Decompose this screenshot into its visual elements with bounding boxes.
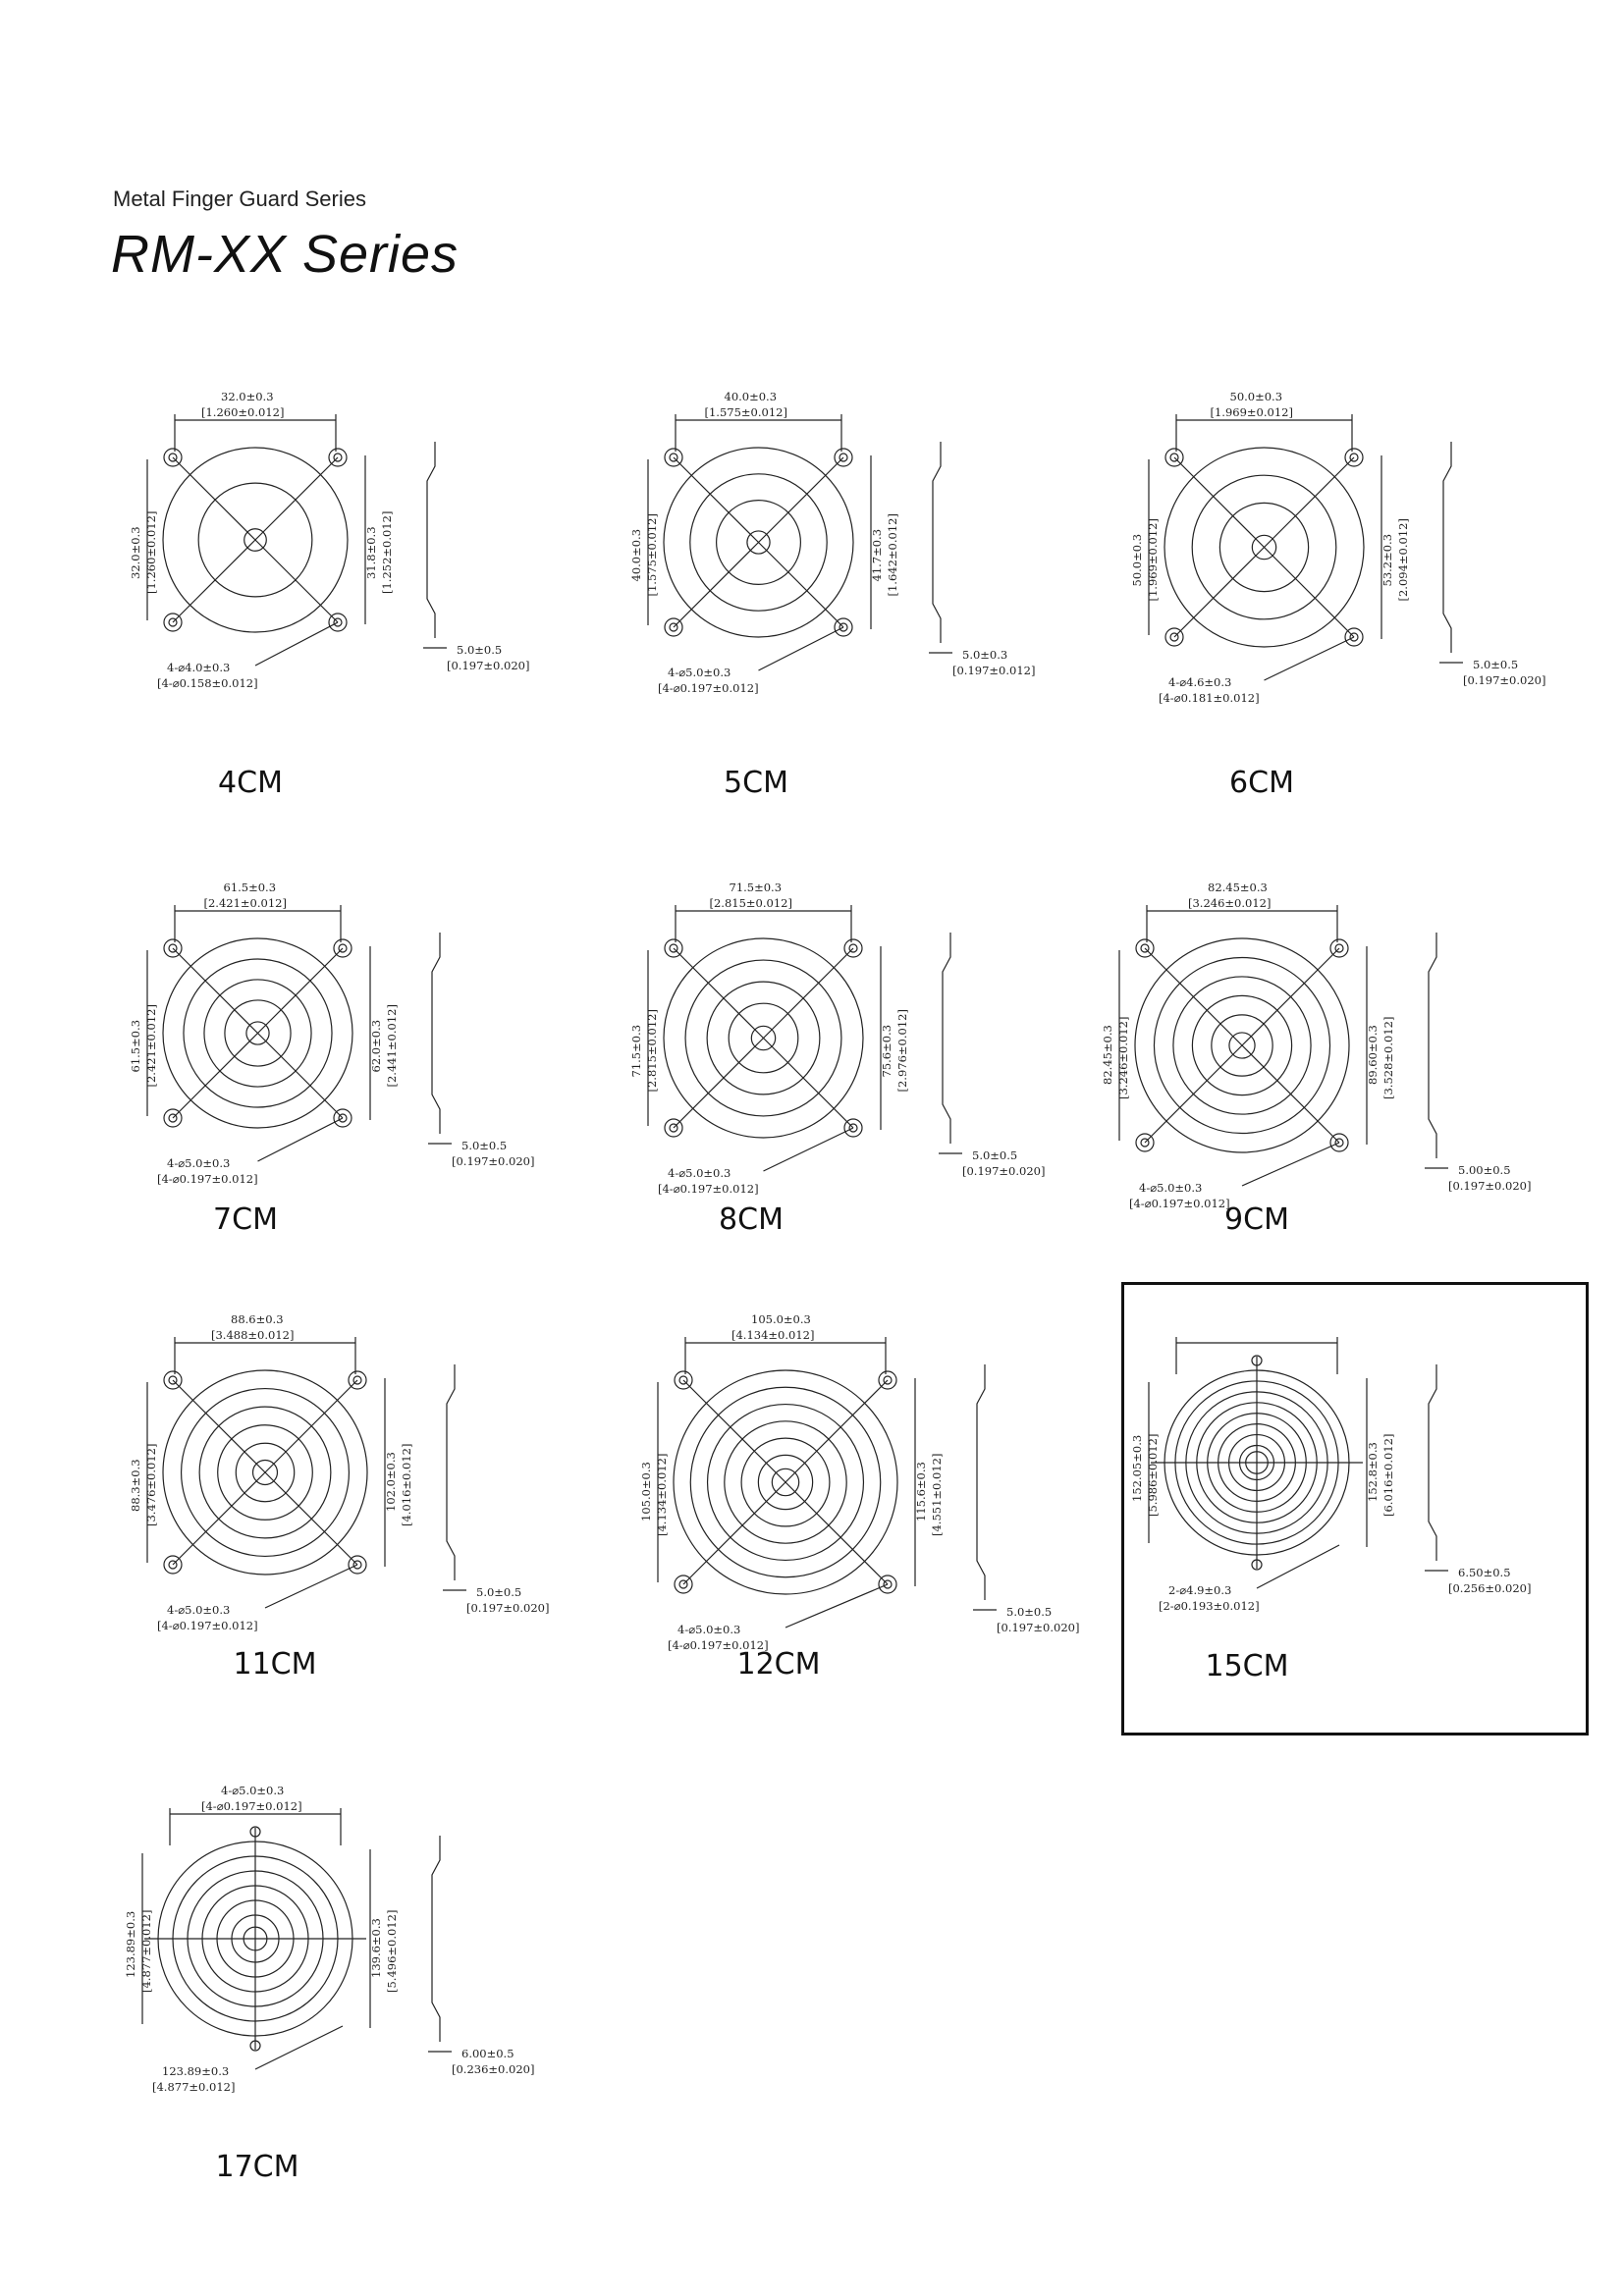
hole-value: 4-⌀5.0±0.3 xyxy=(677,1623,741,1636)
guard-spokes xyxy=(144,1828,366,2050)
height-inch-value: [4.134±0.012] xyxy=(655,1453,669,1536)
hole-value: 123.89±0.3 xyxy=(162,2064,230,2078)
width-value: 40.0±0.3 xyxy=(724,390,778,403)
height2-value: 89.60±0.3 xyxy=(1366,1025,1380,1085)
size-label-15cm: 15CM xyxy=(1205,1649,1289,1683)
height2-inch-value: [1.642±0.012] xyxy=(886,513,899,597)
depth-value: 5.0±0.5 xyxy=(457,643,503,657)
guard-spokes xyxy=(173,948,343,1118)
width-inch-value: [4.134±0.012] xyxy=(731,1328,815,1342)
size-label-17cm: 17CM xyxy=(215,2150,299,2184)
height2-value: 115.6±0.3 xyxy=(914,1462,928,1522)
side-profile xyxy=(1439,442,1463,663)
guard-spokes xyxy=(173,1380,357,1565)
hole-inch-value: [4-⌀0.197±0.012] xyxy=(658,1182,759,1196)
width-dimension xyxy=(676,905,851,942)
depth-inch-value: [0.256±0.020] xyxy=(1448,1581,1532,1595)
depth-value: 6.50±0.5 xyxy=(1458,1566,1511,1579)
side-profile xyxy=(973,1364,997,1610)
width-value: 88.6±0.3 xyxy=(231,1312,284,1326)
height2-inch-value: [2.094±0.012] xyxy=(1396,518,1410,602)
width-dimension xyxy=(685,1337,886,1374)
hole-inch-value: [4-⌀0.197±0.012] xyxy=(157,1619,258,1632)
width-inch-value: [1.969±0.012] xyxy=(1210,405,1293,419)
model-4cm xyxy=(118,390,530,825)
height-inch-value: [1.969±0.012] xyxy=(1146,518,1160,602)
hole-inch-value: [4.877±0.012] xyxy=(152,2080,236,2094)
height-value: 50.0±0.3 xyxy=(1130,533,1144,587)
height-inch-value: [1.260±0.012] xyxy=(144,510,158,594)
hole-value: 4-⌀4.6±0.3 xyxy=(1168,675,1232,689)
height-value: 40.0±0.3 xyxy=(629,528,643,582)
hole-inch-value: [4-⌀0.181±0.012] xyxy=(1159,691,1260,705)
model-6cm xyxy=(1119,390,1546,825)
size-label-9cm: 9CM xyxy=(1224,1202,1289,1237)
width-inch-value: [2.815±0.012] xyxy=(709,896,792,910)
model-11cm xyxy=(118,1312,550,1747)
size-label-5cm: 5CM xyxy=(724,766,788,800)
side-profile xyxy=(939,933,962,1153)
model-5cm xyxy=(619,390,1036,825)
height2-inch-value: [2.441±0.012] xyxy=(385,1004,399,1088)
width-inch-value: [4-⌀0.197±0.012] xyxy=(201,1799,302,1813)
width-dimension xyxy=(676,414,841,452)
height-inch-value: [2.815±0.012] xyxy=(645,1009,659,1093)
hole-inch-value: [4-⌀0.158±0.012] xyxy=(157,676,258,690)
side-profile xyxy=(423,442,447,648)
height-value: 61.5±0.3 xyxy=(129,1019,142,1073)
width-inch-value: [3.488±0.012] xyxy=(211,1328,295,1342)
depth-value: 5.0±0.5 xyxy=(972,1148,1018,1162)
height-value: 82.45±0.3 xyxy=(1101,1025,1114,1085)
height-value: 123.89±0.3 xyxy=(124,1910,137,1978)
height-inch-value: [4.877±0.012] xyxy=(139,1909,153,1993)
hole-inch-value: [4-⌀0.197±0.012] xyxy=(658,681,759,695)
model-8cm xyxy=(619,881,1046,1315)
width-value: 82.45±0.3 xyxy=(1208,881,1268,894)
hole-value: 4-⌀5.0±0.3 xyxy=(167,1603,231,1617)
hole-value: 2-⌀4.9±0.3 xyxy=(1168,1583,1232,1597)
side-profile xyxy=(929,442,952,653)
hole-leader xyxy=(764,1128,854,1171)
guard-diagram xyxy=(118,390,530,805)
size-label-4cm: 4CM xyxy=(218,766,283,800)
guard-spokes xyxy=(1151,1357,1363,1569)
height2-value: 62.0±0.3 xyxy=(369,1019,383,1073)
guard-spokes xyxy=(674,457,843,627)
hole-inch-value: [4-⌀0.197±0.012] xyxy=(157,1172,258,1186)
height2-inch-value: [4.016±0.012] xyxy=(400,1443,413,1526)
width-dimension xyxy=(1147,905,1337,942)
width-value: 105.0±0.3 xyxy=(751,1312,811,1326)
series-subtitle: Metal Finger Guard Series xyxy=(113,187,366,211)
height-inch-value: [5.986±0.012] xyxy=(1146,1433,1160,1517)
side-profile xyxy=(1425,933,1448,1168)
width-dimension xyxy=(175,1337,355,1374)
width-value: 32.0±0.3 xyxy=(221,390,274,403)
height-value: 88.3±0.3 xyxy=(129,1459,142,1512)
height-value: 71.5±0.3 xyxy=(629,1024,643,1078)
hole-leader xyxy=(1265,637,1355,680)
hole-leader xyxy=(265,1565,357,1608)
guard-spokes xyxy=(1145,948,1339,1143)
hole-leader xyxy=(1257,1545,1339,1588)
model-9cm xyxy=(1090,881,1532,1315)
height2-inch-value: [3.528±0.012] xyxy=(1381,1016,1395,1099)
height2-inch-value: [4.551±0.012] xyxy=(930,1453,944,1536)
hole-leader xyxy=(258,1118,344,1161)
model-7cm xyxy=(118,881,535,1315)
side-profile xyxy=(443,1364,466,1590)
size-label-8cm: 8CM xyxy=(719,1202,784,1237)
hole-value: 4-⌀5.0±0.3 xyxy=(668,1166,731,1180)
height-inch-value: [2.421±0.012] xyxy=(144,1004,158,1088)
size-label-7cm: 7CM xyxy=(213,1202,278,1237)
height-value: 32.0±0.3 xyxy=(129,526,142,579)
guard-spokes xyxy=(173,457,338,622)
width-inch-value: [1.260±0.012] xyxy=(201,405,285,419)
height-value: 152.05±0.3 xyxy=(1130,1434,1144,1502)
size-label-6cm: 6CM xyxy=(1229,766,1294,800)
width-value: 50.0±0.3 xyxy=(1229,390,1283,403)
hole-leader xyxy=(759,627,844,670)
guard-spokes xyxy=(683,1380,888,1584)
depth-value: 5.00±0.5 xyxy=(1458,1163,1511,1177)
width-value: 71.5±0.3 xyxy=(729,881,783,894)
depth-inch-value: [0.197±0.012] xyxy=(952,664,1036,677)
width-inch-value: [1.575±0.012] xyxy=(704,405,787,419)
side-profile xyxy=(428,933,452,1144)
hole-leader xyxy=(255,622,338,666)
guard-spokes xyxy=(1174,457,1354,637)
hole-inch-value: [4-⌀0.197±0.012] xyxy=(668,1638,769,1652)
hole-value: 4-⌀4.0±0.3 xyxy=(167,661,231,674)
guard-diagram xyxy=(1119,390,1546,805)
hole-leader xyxy=(1242,1143,1339,1186)
hole-leader xyxy=(255,2026,343,2069)
depth-value: 5.0±0.3 xyxy=(962,648,1008,662)
height2-value: 31.8±0.3 xyxy=(364,526,378,579)
height-value: 105.0±0.3 xyxy=(639,1462,653,1522)
depth-inch-value: [0.197±0.020] xyxy=(447,659,530,672)
width-inch-value: [2.421±0.012] xyxy=(203,896,287,910)
height2-inch-value: [1.252±0.012] xyxy=(380,510,394,594)
hole-value: 4-⌀5.0±0.3 xyxy=(668,666,731,679)
height-inch-value: [3.246±0.012] xyxy=(1116,1016,1130,1099)
depth-value: 5.0±0.5 xyxy=(1006,1605,1053,1619)
depth-value: 5.0±0.5 xyxy=(476,1585,522,1599)
hole-inch-value: [2-⌀0.193±0.012] xyxy=(1159,1599,1260,1613)
width-dimension xyxy=(175,414,336,452)
height-inch-value: [3.476±0.012] xyxy=(144,1443,158,1526)
model-12cm xyxy=(628,1312,1080,1747)
guard-spokes xyxy=(674,948,853,1128)
height2-value: 41.7±0.3 xyxy=(870,528,884,582)
width-dimension xyxy=(175,905,341,942)
depth-value: 5.0±0.5 xyxy=(1473,658,1519,671)
width-dimension xyxy=(1176,414,1352,452)
size-label-12cm: 12CM xyxy=(736,1647,821,1682)
hole-value: 4-⌀5.0±0.3 xyxy=(167,1156,231,1170)
depth-inch-value: [0.236±0.020] xyxy=(452,2062,535,2076)
depth-inch-value: [0.197±0.020] xyxy=(962,1164,1046,1178)
side-profile xyxy=(1425,1364,1448,1571)
hole-inch-value: [4-⌀0.197±0.012] xyxy=(1129,1197,1230,1210)
depth-inch-value: [0.197±0.020] xyxy=(466,1601,550,1615)
size-label-11cm: 11CM xyxy=(233,1647,317,1682)
width-value: 61.5±0.3 xyxy=(223,881,277,894)
height-inch-value: [1.575±0.012] xyxy=(645,513,659,597)
depth-inch-value: [0.197±0.020] xyxy=(1463,673,1546,687)
height2-inch-value: [2.976±0.012] xyxy=(895,1009,909,1093)
depth-inch-value: [0.197±0.020] xyxy=(997,1621,1080,1634)
depth-inch-value: [0.197±0.020] xyxy=(452,1154,535,1168)
height2-value: 75.6±0.3 xyxy=(880,1024,893,1078)
width-value: 4-⌀5.0±0.3 xyxy=(221,1784,285,1797)
depth-value: 5.0±0.5 xyxy=(461,1139,508,1152)
guard-diagram xyxy=(113,1784,535,2199)
height2-value: 139.6±0.3 xyxy=(369,1918,383,1978)
hole-leader xyxy=(785,1584,888,1628)
height2-inch-value: [5.496±0.012] xyxy=(385,1909,399,1993)
width-inch-value: [3.246±0.012] xyxy=(1188,896,1272,910)
height2-inch-value: [6.016±0.012] xyxy=(1381,1433,1395,1517)
side-profile xyxy=(428,1836,452,2052)
height2-value: 102.0±0.3 xyxy=(384,1452,398,1512)
height2-value: 152.8±0.3 xyxy=(1366,1442,1380,1502)
guard-diagram xyxy=(619,390,1036,805)
depth-inch-value: [0.197±0.020] xyxy=(1448,1179,1532,1193)
series-title: RM-XX Series xyxy=(111,225,460,284)
depth-value: 6.00±0.5 xyxy=(461,2047,514,2060)
hole-value: 4-⌀5.0±0.3 xyxy=(1139,1181,1203,1195)
height2-value: 53.2±0.3 xyxy=(1380,533,1394,587)
